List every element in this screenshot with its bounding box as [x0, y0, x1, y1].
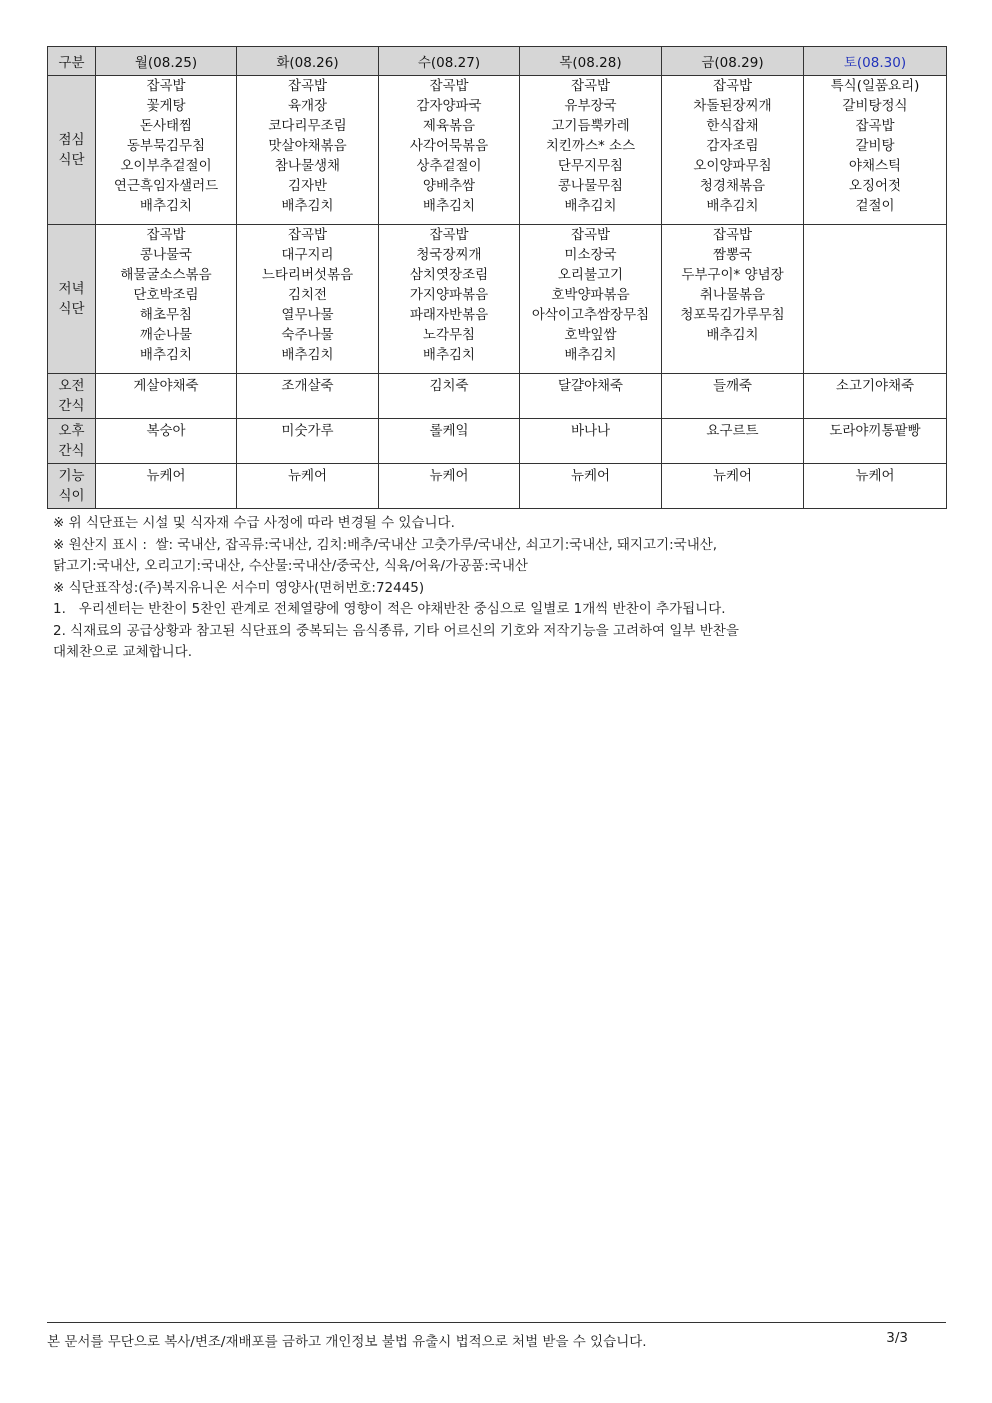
menu-list	[96, 225, 236, 365]
header-category: 구분	[48, 47, 96, 76]
text-line: 야채스틱	[848, 158, 902, 174]
row-label-text	[48, 279, 95, 319]
note-origin-label-cont: 닭고기:국내산, 오리고기:국내산, 수산물:국내산/중국산, 식육/어육/가공품:국내산	[53, 558, 528, 574]
text-line: 차돌된장찌개	[693, 98, 772, 114]
functional-diet-tuesday: 뉴케어	[237, 464, 379, 509]
text-line: 청포묵김가루무침	[680, 307, 785, 323]
afternoon-snack-friday: 요구르트	[662, 419, 804, 464]
menu-list	[662, 225, 803, 345]
lunch-row	[48, 76, 947, 225]
header-monday: 월(08.25)	[96, 47, 237, 76]
text-line: 해물굴소스볶음	[120, 267, 212, 283]
morning-snack-monday: 게살야채죽	[96, 374, 237, 419]
text-line: 열무나물	[281, 307, 334, 323]
text-line: 특식(일품요리)	[830, 78, 920, 94]
text-line: 가지양파볶음	[409, 287, 489, 303]
text-line: 배추김치	[139, 198, 193, 214]
text-line: 잡곡밥	[570, 78, 611, 94]
dinner-row	[48, 225, 947, 374]
menu-list	[379, 76, 519, 216]
text-line: 코다리무조림	[268, 118, 347, 134]
row-label-text	[48, 130, 95, 170]
text-line: 잡곡밥	[146, 227, 186, 243]
text-line: 숙주나물	[281, 327, 334, 343]
text-line: 느타리버섯볶음	[261, 267, 354, 283]
header-saturday: 토(08.30)	[804, 47, 947, 76]
text-line: 육개장	[287, 98, 328, 114]
text-line: 콩나물무침	[557, 178, 624, 194]
text-line: 식이	[58, 488, 85, 504]
text-line: 돈사태찜	[139, 118, 193, 134]
text-line: 배추김치	[422, 347, 476, 363]
text-line: 참나물생채	[274, 158, 341, 174]
note-item-2-cont: 대체찬으로 교체합니다.	[53, 644, 192, 660]
text-line: 파래자반볶음	[409, 307, 489, 323]
note-item-1: 1. 우리센터는 반찬이 5찬인 관계로 전체열량에 영향이 적은 야채반찬 중심으로 일별로 1개씩 반찬이 추가됩니다.	[53, 601, 726, 617]
menu-table	[47, 46, 947, 509]
header-wednesday: 수(08.27)	[379, 47, 520, 76]
text-line: 한식잡채	[706, 118, 759, 134]
menu-list	[520, 76, 661, 216]
text-line: 잡곡밥	[287, 227, 328, 243]
text-line: 콩나물국	[139, 247, 193, 263]
row-label-text	[48, 421, 95, 461]
functional-diet-thursday: 뉴케어	[520, 464, 662, 509]
text-line: 오후	[58, 423, 85, 439]
row-label-text	[48, 376, 95, 416]
text-line: 두부구이* 양념장	[681, 267, 784, 283]
text-line: 점심	[58, 132, 85, 148]
menu-list	[237, 76, 378, 216]
text-line: 식단	[58, 301, 85, 317]
afternoon-snack-wednesday: 롤케잌	[379, 419, 520, 464]
text-line: 깨순나물	[139, 327, 193, 343]
header-tuesday: 화(08.26)	[237, 47, 379, 76]
morning-snack-saturday: 소고기야채죽	[804, 374, 947, 419]
text-line: 갈비탕정식	[842, 98, 908, 114]
text-line: 배추김치	[422, 198, 476, 214]
text-line: 감자양파국	[416, 98, 482, 114]
dinner-tuesday	[237, 225, 379, 374]
afternoon-snack-monday: 복숭아	[96, 419, 237, 464]
text-line: 배추김치	[139, 347, 193, 363]
note-change-notice: ※ 위 식단표는 시설 및 식자재 수급 사정에 따라 변경될 수 있습니다.	[53, 515, 455, 531]
text-line: 김자반	[287, 178, 328, 194]
text-line: 삼치엿장조림	[409, 267, 489, 283]
text-line: 기능	[58, 468, 85, 484]
text-line: 오이부추겉절이	[120, 158, 212, 174]
footer-copyright: 본 문서를 무단으로 복사/변조/재배포를 금하고 개인정보 불법 유출시 법적으로 처벌 받을 수 있습니다.	[47, 1334, 647, 1350]
text-line: 겉절이	[855, 198, 895, 214]
text-line: 동부묵김무침	[126, 138, 206, 154]
text-line: 감자조림	[706, 138, 759, 154]
functional-diet-row	[48, 464, 947, 509]
afternoon-snack-saturday: 도라야끼통팥빵	[804, 419, 947, 464]
text-line: 갈비탕	[855, 138, 895, 154]
menu-list	[237, 225, 378, 365]
text-line: 단무지무침	[557, 158, 624, 174]
text-line: 배추김치	[281, 198, 334, 214]
text-line: 청국장찌개	[416, 247, 482, 263]
menu-list	[662, 76, 803, 216]
text-line: 저녁	[58, 281, 85, 297]
text-line: 연근흑임자샐러드	[113, 178, 219, 194]
text-line: 꽃게탕	[146, 98, 186, 114]
text-line: 식단	[58, 152, 85, 168]
text-line: 배추김치	[281, 347, 334, 363]
text-line: 배추김치	[564, 347, 617, 363]
text-line: 짬뽕국	[712, 247, 753, 263]
text-line: 잡곡밥	[712, 78, 753, 94]
header-friday: 금(08.29)	[662, 47, 804, 76]
text-line: 잡곡밥	[570, 227, 611, 243]
note-origin-label: ※ 원산지 표시 : 쌀: 국내산, 잡곡류:국내산, 김치:배추/국내산 고춧가루/국내산, 쇠고기:국내산, 돼지고기:국내산,	[53, 536, 718, 553]
text-line: 취나물볶음	[699, 287, 766, 303]
morning-snack-wednesday: 김치죽	[379, 374, 520, 419]
dinner-monday	[96, 225, 237, 374]
text-line: 오이양파무침	[693, 158, 772, 174]
header-row	[48, 47, 947, 76]
functional-diet-friday: 뉴케어	[662, 464, 804, 509]
text-line: 청경채볶음	[699, 178, 766, 194]
morning-snack-thursday: 달걀야채죽	[520, 374, 662, 419]
text-line: 호박잎쌈	[564, 327, 617, 343]
text-line: 호박양파볶음	[551, 287, 630, 303]
menu-list	[379, 225, 519, 365]
row-label-functional-diet	[48, 464, 96, 509]
menu-list	[804, 76, 946, 216]
text-line: 단호박조림	[133, 287, 199, 303]
functional-diet-wednesday: 뉴케어	[379, 464, 520, 509]
text-line: 잡곡밥	[429, 227, 469, 243]
dinner-thursday	[520, 225, 662, 374]
afternoon-snack-thursday: 바나나	[520, 419, 662, 464]
text-line: 아삭이고추쌈장무침	[531, 307, 650, 323]
text-line: 간식	[58, 443, 85, 459]
lunch-monday	[96, 76, 237, 225]
row-label-text	[48, 466, 95, 506]
afternoon-snack-row	[48, 419, 947, 464]
row-label-dinner	[48, 225, 96, 374]
text-line: 잡곡밥	[712, 227, 753, 243]
text-line: 간식	[58, 398, 85, 414]
text-line: 해초무침	[139, 307, 193, 323]
text-line: 잡곡밥	[287, 78, 328, 94]
text-line: 배추김치	[706, 327, 759, 343]
footer-divider	[47, 1322, 946, 1323]
lunch-friday	[662, 76, 804, 225]
text-line: 잡곡밥	[429, 78, 469, 94]
dinner-saturday	[804, 225, 947, 374]
lunch-tuesday	[237, 76, 379, 225]
functional-diet-saturday: 뉴케어	[804, 464, 947, 509]
text-line: 노각무침	[422, 327, 476, 343]
page-number: 3/3	[886, 1330, 908, 1346]
lunch-thursday	[520, 76, 662, 225]
text-line: 치킨까스* 소스	[545, 138, 636, 154]
text-line: 사각어묵볶음	[409, 138, 489, 154]
row-label-morning-snack	[48, 374, 96, 419]
menu-list	[96, 76, 236, 216]
text-line: 상추겉절이	[416, 158, 482, 174]
text-line: 맛살야채볶음	[268, 138, 347, 154]
text-line: 오징어젓	[848, 178, 902, 194]
dinner-friday	[662, 225, 804, 374]
text-line: 배추김치	[564, 198, 617, 214]
header-thursday: 목(08.28)	[520, 47, 662, 76]
text-line: 오리불고기	[557, 267, 624, 283]
note-author: ※ 식단표작성:(주)복지유니온 서수미 영양사(면허번호:72445)	[53, 579, 425, 596]
text-line: 배추김치	[706, 198, 759, 214]
notes-section	[53, 513, 943, 664]
row-label-afternoon-snack	[48, 419, 96, 464]
functional-diet-monday: 뉴케어	[96, 464, 237, 509]
text-line: 잡곡밥	[855, 118, 895, 134]
lunch-saturday	[804, 76, 947, 225]
note-item-2: 2. 식재료의 공급상황과 참고된 식단표의 중복되는 음식종류, 기타 어르신의 기호와 저작기능을 고려하여 일부 반찬을	[53, 622, 739, 639]
menu-list	[520, 225, 661, 365]
morning-snack-friday: 들깨죽	[662, 374, 804, 419]
text-line: 유부장국	[564, 98, 617, 114]
text-line: 김치전	[287, 287, 328, 303]
text-line: 잡곡밥	[146, 78, 186, 94]
text-line: 제육볶음	[422, 118, 476, 134]
dinner-wednesday	[379, 225, 520, 374]
text-line: 양배추쌈	[422, 178, 476, 194]
text-line: 대구지리	[281, 247, 334, 263]
lunch-wednesday	[379, 76, 520, 225]
afternoon-snack-tuesday: 미숫가루	[237, 419, 379, 464]
morning-snack-row	[48, 374, 947, 419]
morning-snack-tuesday: 조개살죽	[237, 374, 379, 419]
text-line: 미소장국	[564, 247, 617, 263]
text-line: 고기듬뿍카레	[551, 118, 630, 134]
text-line: 오전	[58, 378, 85, 394]
row-label-lunch	[48, 76, 96, 225]
